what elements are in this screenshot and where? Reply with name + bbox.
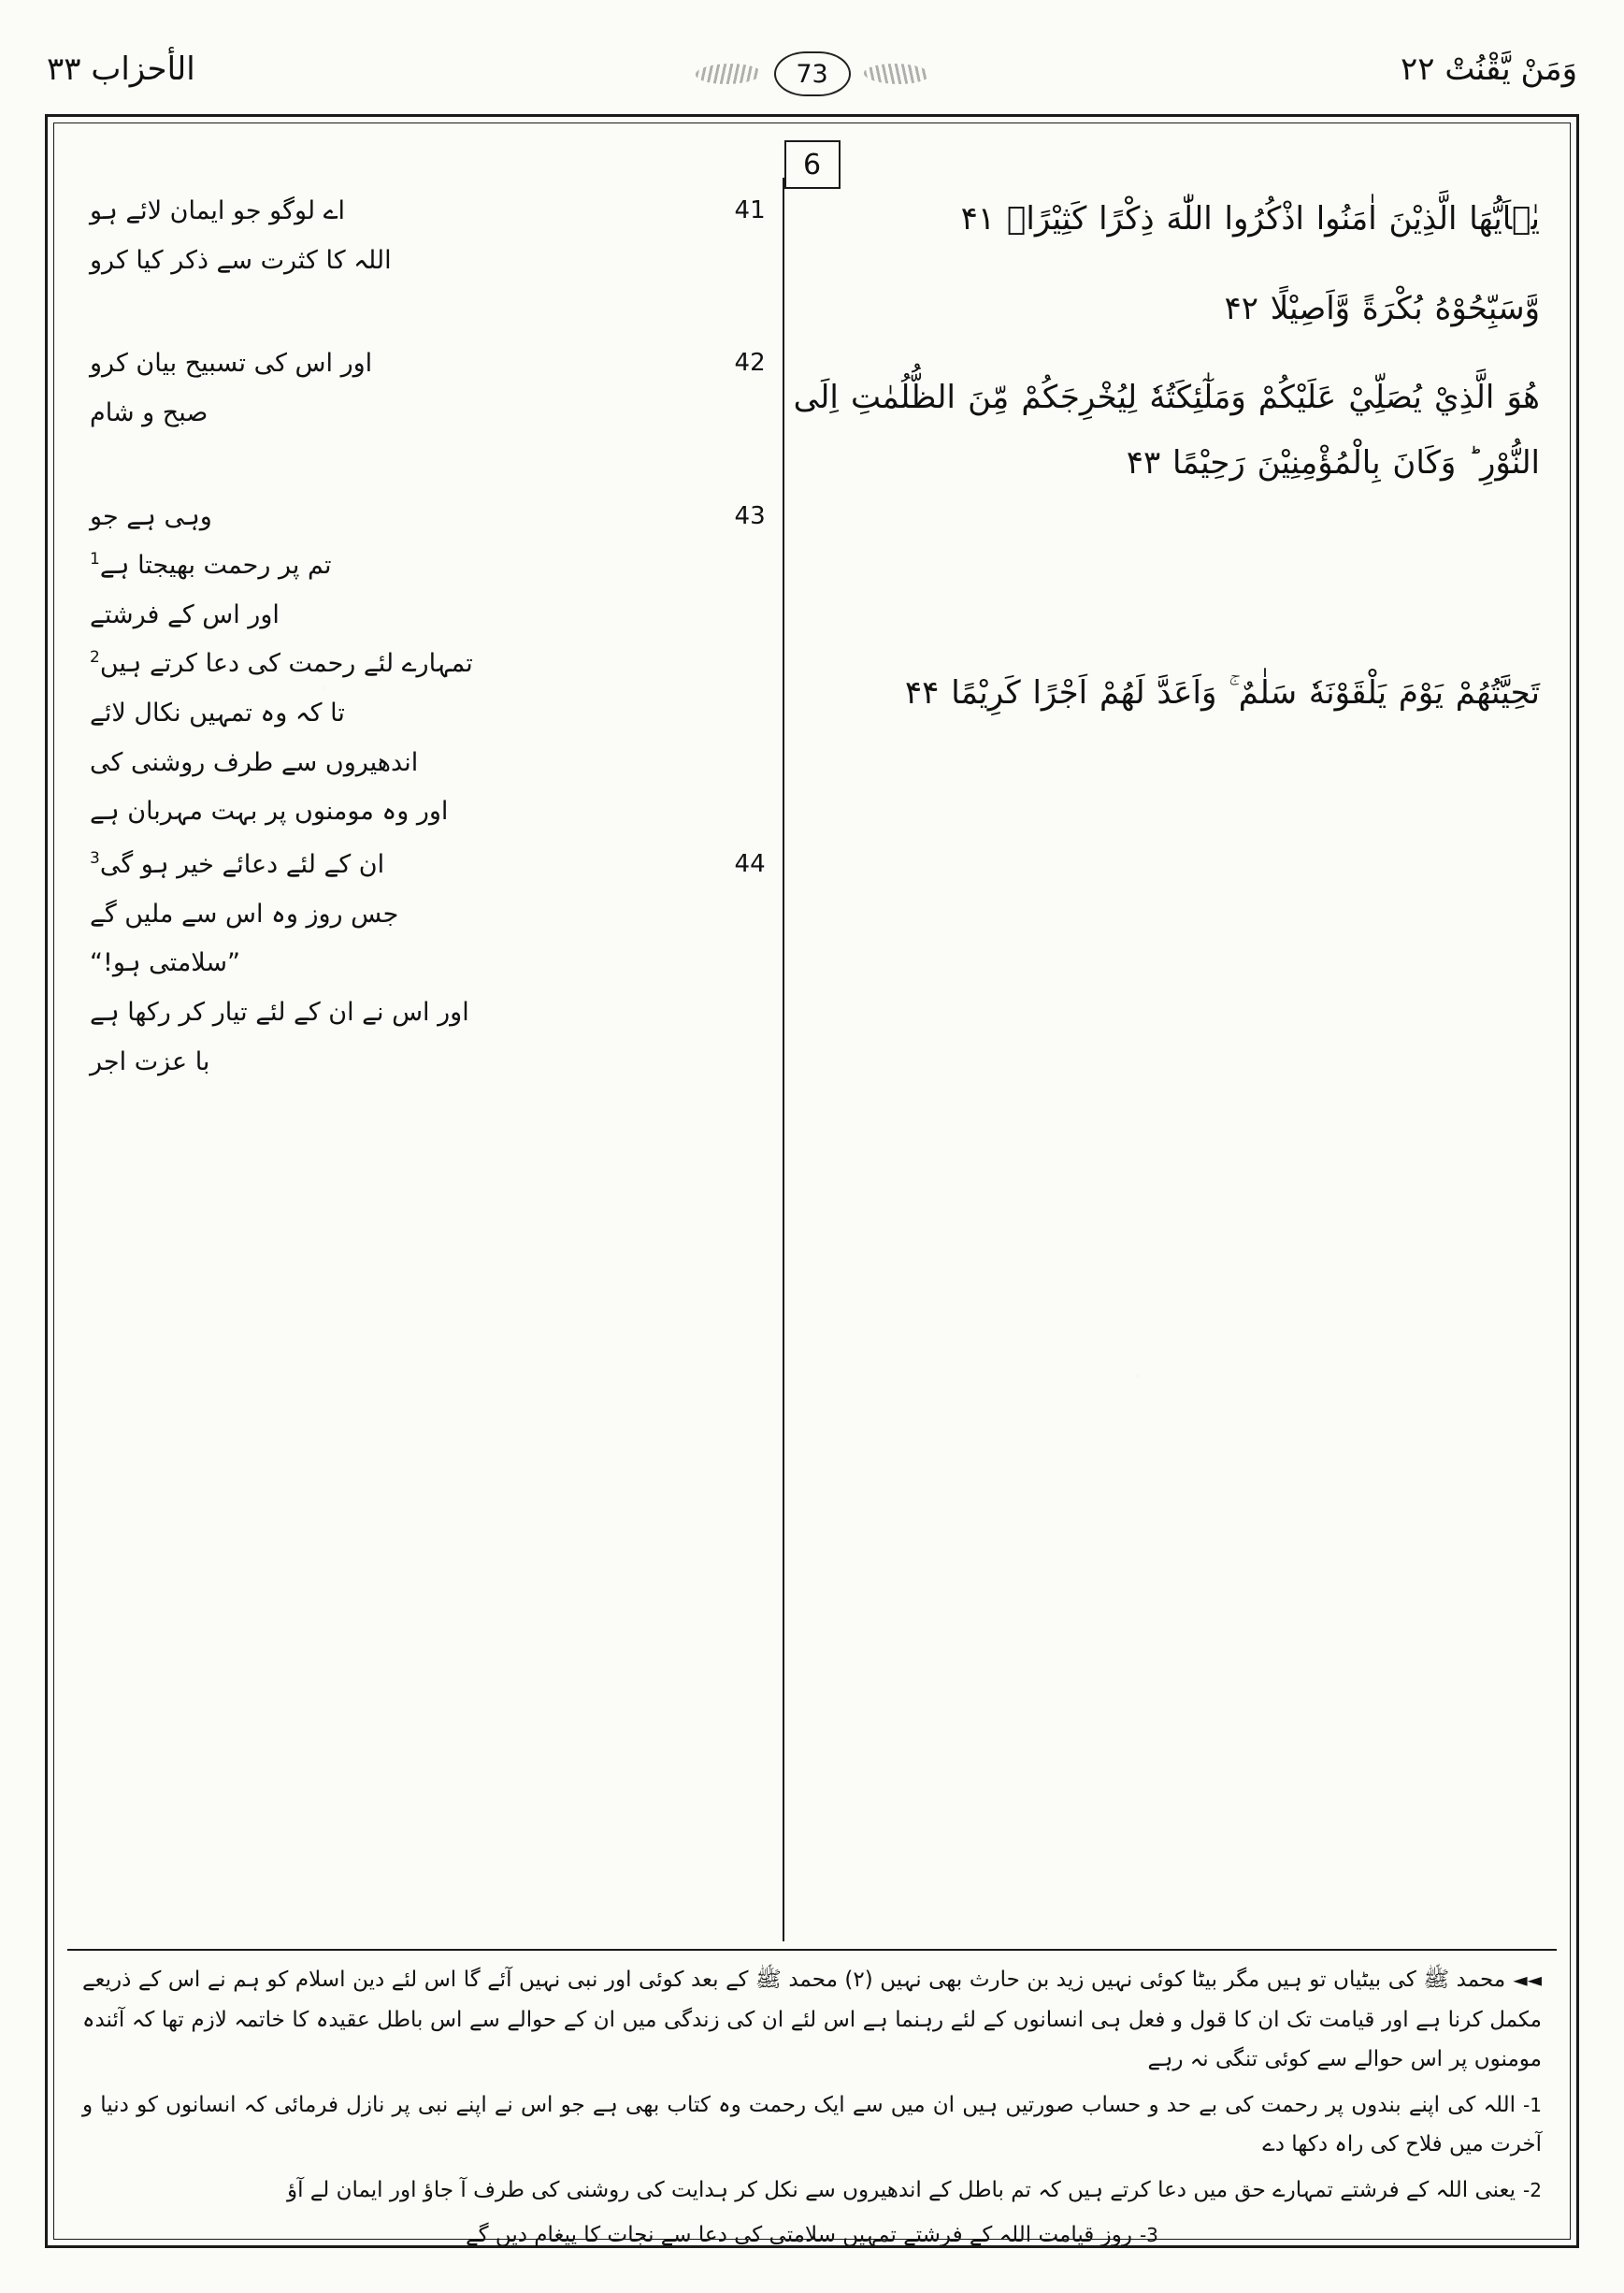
surah-name-label: الأحزاب ٣٣: [47, 50, 195, 88]
page-number: 73: [774, 51, 851, 96]
footnote-marker: 3-: [1139, 2224, 1158, 2247]
ornament-right-icon: [861, 64, 931, 84]
urdu-text: تم پر رحمت بھیجتا ہے: [99, 551, 332, 581]
arabic-verse: يٰۤاَيُّهَا الَّذِيْنَ اٰمَنُوا اذْكُرُوا اللّٰهَ ذِكْرًا كَثِيْرًاۙ ۴۱: [960, 200, 1540, 238]
footnote: [82, 2215, 1542, 2256]
urdu-block: [84, 841, 771, 1087]
urdu-block: [84, 493, 771, 837]
footnote-ref: 1: [90, 550, 100, 570]
ruku-marker: 6: [784, 140, 841, 189]
urdu-line: با عزت اجر: [90, 1046, 210, 1076]
urdu-line: اور اس نے ان کے لئے تیار کر رکھا ہے: [90, 997, 469, 1027]
urdu-line: اندھیروں سے طرف روشنی کی: [90, 747, 419, 777]
urdu-line: اور وہ مومنوں پر بہت مہربان ہے: [90, 797, 449, 827]
footnote-ref: 2: [90, 648, 100, 668]
page-header: [37, 45, 1587, 110]
urdu-text: تمہارے لئے رحمت کی دعا کرتے ہیں: [99, 649, 473, 679]
arabic-verse: وَّسَبِّحُوْهُ بُكْرَةً وَّاَصِيْلًا ۴۲: [1224, 289, 1540, 327]
footnote-marker-icon: ◄◄: [1513, 1969, 1542, 1991]
urdu-line: [84, 339, 771, 389]
arabic-verse: تَحِيَّتُهُمْ يَوْمَ يَلْقَوْنَهٗ سَلٰمٌ ۚ وَاَعَدَّ لَهُمْ اَجْرًا كَرِيْمًا ۴۴: [904, 673, 1540, 712]
urdu-text: وہی ہے جو: [90, 501, 212, 531]
urdu-line: صبح و شام: [90, 397, 208, 427]
urdu-line: [84, 541, 771, 591]
column-divider: [783, 178, 784, 1941]
urdu-verse-number: 41: [734, 196, 766, 224]
footnote: [82, 1960, 1542, 2080]
urdu-line: [84, 187, 771, 237]
footnote-marker: 2-: [1523, 2178, 1542, 2201]
urdu-text: اور اس کی تسبیح بیان کرو: [90, 349, 373, 379]
urdu-line: جس روز وہ اس سے ملیں گے: [90, 899, 399, 929]
footnote-marker: 1-: [1523, 2093, 1542, 2116]
urdu-verse-number: 42: [734, 349, 766, 378]
urdu-column: [67, 178, 783, 1941]
footnote-ref: 3: [90, 849, 100, 869]
footnote-text: روز قیامت اللہ کے فرشتے تمہیں سلامتی کی دعا سے نجات کا پیغام دیں گے: [466, 2223, 1132, 2248]
arabic-column: [783, 178, 1557, 1941]
urdu-line: [84, 841, 771, 890]
urdu-verse-number: 43: [734, 501, 766, 530]
urdu-line: [84, 640, 771, 689]
urdu-line: ”سلامتی ہو!“: [90, 948, 241, 978]
urdu-line: تا کہ وہ تمہیں نکال لائے: [90, 699, 345, 728]
footnote: [82, 2085, 1542, 2165]
footnote-text: یعنی اللہ کے فرشتے تمہارے حق میں دعا کرتے ہیں کہ تم باطل کے اندھیروں سے نکل کر ہدایت کی روشنی کی طرف آ جاؤ اور ایمان لے آؤ: [286, 2177, 1516, 2202]
footnote-text: محمد ﷺ کی بیٹیاں تو ہیں مگر بیٹا کوئی نہیں زید بن حارث بھی نہیں (۲) محمد ﷺ کے بعد کوئی اور نبی نہیں آئے گا اس لئے دین اسلام کو ہم نے اس کے ذریعے مکمل کرنا ہے اور قیامت تک ان کا قول و فعل ہی انسانوں کے لئے رہنما ہے اس لئے ان کی زندگی میں ان کے حوالے سے اس باطل عقیدہ کا خاتمہ لازم تھا کہ آئندہ مومنوں پر اس حوالے سے کوئی تنگی نہ رہے: [82, 1968, 1542, 2072]
urdu-block: [84, 339, 771, 438]
page-number-ornament: [696, 43, 929, 105]
ornament-left-icon: [693, 64, 763, 84]
arabic-verse: هُوَ الَّذِيْ يُصَلِّيْ عَلَيْكُمْ وَمَلٰٓئِكَتُهٗ لِيُخْرِجَكُمْ مِّنَ الظُّلُمٰتِ اِلَى النُّوْرِ ؕ وَكَانَ بِالْمُؤْمِنِيْنَ رَحِيْمًا ۴۳: [793, 379, 1540, 483]
footnote-text: اللہ کی اپنے بندوں پر رحمت کی بے حد و حساب صورتیں ہیں ان میں سے ایک رحمت وہ کتاب بھی ہے جو اس نے اپنے نبی پر نازل فرمائی کہ انسانوں کو دنیا و آخرت میں فلاح کی راہ دکھا دے: [82, 2092, 1542, 2157]
page-frame-inner: [53, 123, 1571, 2248]
juz-name-label: وَمَنْ يَّقْنُتْ ٢٢: [1401, 50, 1577, 88]
verse-body: [67, 178, 1557, 1941]
page-frame: [45, 114, 1579, 2248]
urdu-line: اللہ کا کثرت سے ذکر کیا کرو: [90, 245, 392, 275]
urdu-text: ان کے لئے دعائے خیر ہو گی: [99, 850, 385, 880]
footnotes-section: [67, 1949, 1557, 2248]
urdu-line: اور اس کے فرشتے: [90, 599, 280, 629]
urdu-verse-number: 44: [734, 850, 766, 879]
urdu-line: [84, 493, 771, 542]
urdu-text: اے لوگو جو ایمان لائے ہو: [90, 196, 346, 225]
urdu-block: [84, 187, 771, 285]
footnote: [82, 2170, 1542, 2211]
